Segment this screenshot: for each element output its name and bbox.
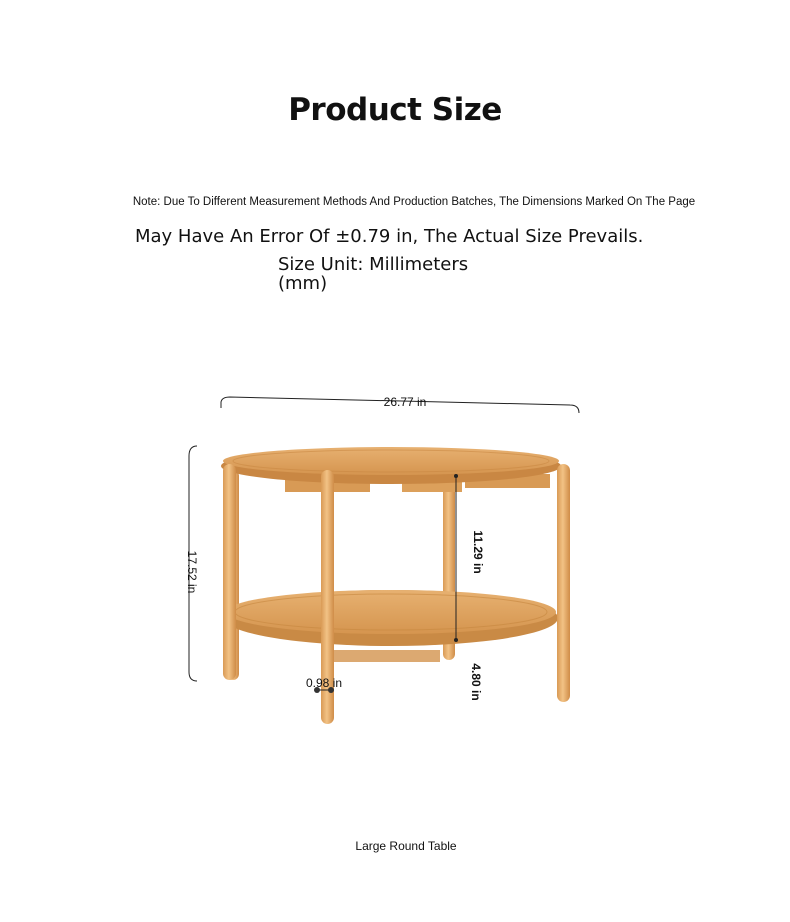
measurement-note-line-1: Note: Due To Different Measurement Methods And Production Batches, The Dimensions Marked On The Page [132, 196, 696, 208]
lower-shelf-brace [330, 650, 440, 662]
shelf-gap-dimension-label: 11.29 in [471, 530, 485, 574]
page-title: Product Size [288, 92, 502, 128]
width-dimension-label: 26.77 in [383, 395, 427, 409]
size-unit-label: Size Unit: Millimeters (mm) [278, 254, 469, 294]
table-top-surface [223, 447, 559, 475]
measurement-note-line-2: May Have An Error Of ±0.79 in, The Actual Size Prevails. [135, 226, 644, 247]
leg-diameter-dimension-label: 0.98 in [305, 676, 343, 690]
product-caption: Large Round Table [355, 839, 457, 853]
leg-height-dimension-label: 4.80 in [469, 663, 483, 701]
front-leg-right [557, 464, 570, 702]
height-dimension-label: 17.52 in [185, 550, 199, 594]
lower-shelf-top [226, 590, 556, 634]
